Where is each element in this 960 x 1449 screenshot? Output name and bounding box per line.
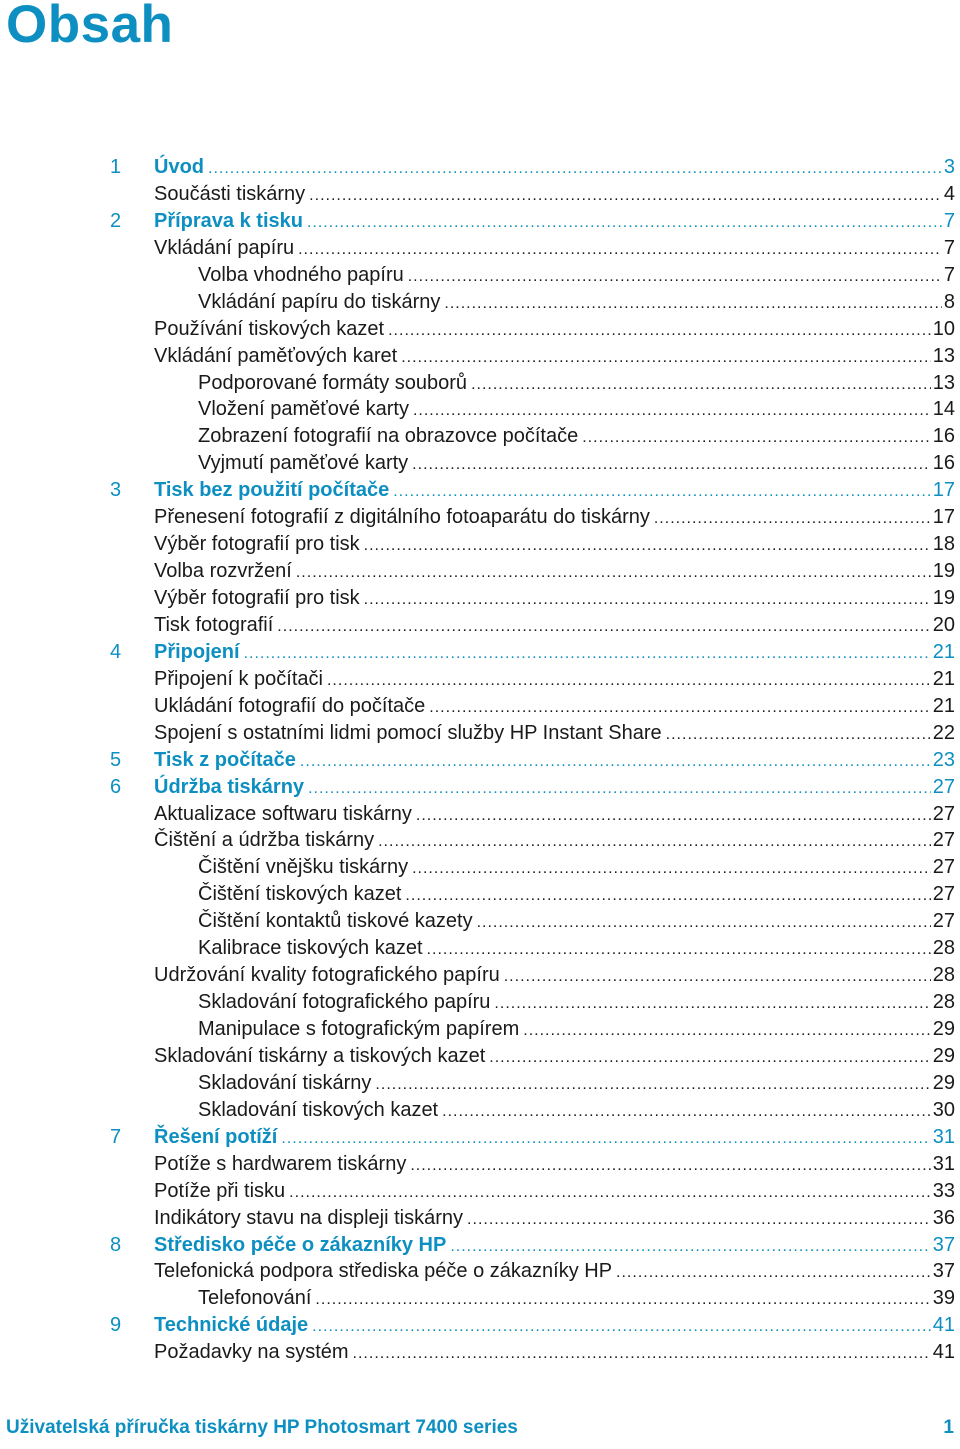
dot-leader	[393, 479, 931, 506]
toc-entry[interactable]	[0, 801, 960, 828]
toc-page-number: 30	[932, 1098, 955, 1121]
toc-entry-label: Čištění vnějšku tiskárny	[198, 856, 409, 879]
footer-text: Uživatelská příručka tiskárny HP Photosmart 7400 series	[6, 1417, 518, 1438]
toc-entry[interactable]	[0, 558, 960, 585]
dot-leader	[364, 587, 931, 614]
dot-leader	[442, 1099, 931, 1126]
toc-chapter-entry[interactable]	[0, 208, 960, 235]
dot-leader	[429, 695, 930, 722]
toc-entry-line	[154, 1312, 955, 1341]
dot-leader	[364, 533, 931, 560]
toc-entry-line	[154, 585, 955, 614]
toc-page-number: 18	[932, 533, 955, 556]
dot-leader	[298, 237, 942, 264]
dot-leader	[416, 803, 931, 830]
page-footer	[6, 1417, 954, 1439]
toc-entry[interactable]	[0, 316, 960, 343]
toc-page-number: 27	[932, 883, 955, 906]
dot-leader	[277, 614, 930, 641]
toc-entry-line	[198, 1097, 955, 1126]
toc-entry-line	[154, 693, 955, 722]
dot-leader	[244, 641, 931, 668]
toc-entry-label: Součásti tiskárny	[154, 182, 306, 205]
dot-leader	[494, 991, 930, 1018]
toc-page-number: 13	[932, 344, 955, 367]
toc-page-number: 8	[943, 290, 955, 313]
toc-page-number: 17	[932, 479, 955, 502]
toc-chapter-entry[interactable]	[0, 154, 960, 181]
dot-leader	[296, 560, 931, 587]
dot-leader	[523, 1018, 931, 1045]
chapter-number: 7	[110, 1125, 122, 1148]
toc-entry-line	[154, 801, 955, 830]
toc-entry[interactable]	[0, 612, 960, 639]
page-title: Obsah	[6, 0, 174, 54]
toc-page-number: 29	[932, 1018, 955, 1040]
toc-entry[interactable]	[0, 881, 960, 908]
toc-entry[interactable]	[0, 1016, 960, 1043]
toc-page-number: 33	[932, 1179, 955, 1202]
toc-page-number: 7	[943, 263, 955, 286]
toc-entry-label: Volba rozvržení	[154, 560, 292, 583]
toc-entry-label: Vyjmutí paměťové karty	[198, 452, 409, 475]
toc-entry[interactable]	[0, 450, 960, 477]
toc-entry-line	[154, 1124, 955, 1153]
dot-leader	[308, 776, 931, 803]
toc-entry[interactable]	[0, 693, 960, 720]
toc-entry-line	[154, 962, 955, 991]
toc-page-number: 22	[932, 721, 955, 744]
toc-page-number: 4	[943, 182, 955, 205]
toc-entry-label: Čištění tiskových kazet	[198, 883, 402, 906]
chapter-number: 9	[110, 1314, 122, 1337]
toc-entry-line	[154, 827, 955, 856]
dot-leader	[408, 264, 942, 291]
toc-entry-line	[154, 235, 955, 264]
toc-entry[interactable]	[0, 1205, 960, 1232]
toc-entry-label: Telefonická podpora střediska péče o zákazníky HP	[154, 1260, 613, 1283]
toc-page-number: 19	[932, 560, 955, 583]
toc-entry-line	[154, 1339, 955, 1368]
toc-entry-line	[154, 1043, 955, 1072]
dot-leader	[412, 856, 931, 883]
dot-leader	[412, 452, 931, 479]
toc-entry-label: Kalibrace tiskových kazet	[198, 937, 423, 960]
toc-entry[interactable]	[0, 423, 960, 450]
dot-leader	[471, 372, 931, 399]
toc-entry[interactable]	[0, 720, 960, 747]
toc-entry-line	[154, 774, 955, 803]
toc-entry-line	[154, 1258, 955, 1287]
chapter-number: 4	[110, 640, 122, 663]
toc-entry[interactable]	[0, 289, 960, 316]
toc-page-number: 27	[932, 910, 955, 933]
toc-entry[interactable]	[0, 370, 960, 397]
toc-entry-label: Technické údaje	[154, 1314, 309, 1337]
dot-leader	[289, 1180, 931, 1207]
chapter-number: 2	[110, 209, 122, 232]
toc-entry[interactable]	[0, 343, 960, 370]
toc-entry-line	[154, 208, 955, 237]
toc-entry-label: Čištění kontaktů tiskové kazety	[198, 910, 473, 933]
toc-page-number: 41	[932, 1341, 955, 1364]
toc-entry-label: Tisk z počítače	[154, 748, 296, 771]
toc-entry-line	[154, 1178, 955, 1207]
dot-leader	[410, 1153, 930, 1180]
toc-entry-label: Aktualizace softwaru tiskárny	[154, 802, 412, 825]
dot-leader	[582, 425, 931, 452]
toc-page-number: 21	[932, 640, 955, 663]
toc-entry-label: Ukládání fotografií do počítače	[154, 694, 426, 717]
toc-entry-line	[198, 396, 955, 425]
toc-entry-label: Výběr fotografií pro tisk	[154, 533, 360, 556]
toc-page-number: 28	[932, 964, 955, 987]
dot-leader	[401, 345, 931, 372]
toc-page-number: 20	[932, 613, 955, 636]
toc-page-number: 13	[932, 371, 955, 394]
toc-page-number: 16	[932, 425, 955, 448]
dot-leader	[654, 506, 931, 533]
toc-entry-label: Vkládání papíru do tiskárny	[198, 290, 441, 313]
dot-leader	[281, 1126, 930, 1153]
toc-chapter-entry[interactable]	[0, 639, 960, 666]
toc-entry-line	[198, 1285, 955, 1314]
toc-entry-line	[198, 450, 955, 479]
toc-entry-line	[154, 639, 955, 668]
toc-page-number: 27	[932, 775, 955, 798]
chapter-number: 8	[110, 1233, 122, 1256]
toc-entry-line	[198, 935, 955, 964]
toc-entry-label: Připojení	[154, 640, 240, 663]
toc-page-number: 27	[932, 802, 955, 825]
toc-entry-line	[154, 612, 955, 641]
toc-entry-line	[154, 343, 955, 372]
toc-entry[interactable]	[0, 666, 960, 693]
toc-chapter-entry[interactable]	[0, 747, 960, 774]
toc-page-number: 19	[932, 587, 955, 609]
toc-chapter-entry[interactable]	[0, 1312, 960, 1339]
dot-leader	[477, 910, 931, 937]
toc-entry-label: Používání tiskových kazet	[154, 317, 385, 340]
toc-page-number: 31	[932, 1152, 955, 1175]
toc-page-number: 16	[932, 452, 955, 475]
dot-leader	[378, 829, 931, 856]
toc-entry[interactable]	[0, 181, 960, 208]
dot-leader	[467, 1207, 931, 1234]
dot-leader	[444, 291, 942, 318]
toc-entry-label: Úvod	[154, 156, 204, 178]
toc-page-number: 36	[932, 1206, 955, 1229]
toc-entry-label: Indikátory stavu na displeji tiskárny	[154, 1206, 464, 1229]
dot-leader	[208, 156, 942, 183]
toc-entry-line	[154, 504, 955, 533]
toc-entry[interactable]	[0, 262, 960, 289]
toc-page-number: 31	[932, 1125, 955, 1148]
toc-entry-label: Čištění a údržba tiskárny	[154, 829, 375, 852]
toc-entry[interactable]	[0, 1178, 960, 1205]
toc-page-number: 37	[932, 1260, 955, 1283]
toc-entry[interactable]	[0, 504, 960, 531]
toc-entry-line	[154, 666, 955, 695]
toc-page-number: 41	[932, 1314, 955, 1337]
toc-entry[interactable]	[0, 585, 960, 612]
toc-entry-label: Řešení potíží	[154, 1125, 278, 1148]
toc-entry-line	[198, 1070, 955, 1099]
dot-leader	[300, 749, 931, 776]
toc-entry[interactable]	[0, 962, 960, 989]
toc-entry[interactable]	[0, 531, 960, 558]
dot-leader	[504, 964, 931, 991]
toc-entry-line	[198, 854, 955, 883]
toc-entry-line	[154, 1151, 955, 1180]
toc-entry-line	[198, 881, 955, 910]
dot-leader	[307, 210, 942, 237]
toc-page-number: 39	[932, 1287, 955, 1310]
chapter-number: 3	[110, 479, 122, 502]
toc-entry-label: Údržba tiskárny	[154, 775, 305, 798]
toc-entry[interactable]	[0, 235, 960, 262]
toc-entry-label: Tisk bez použití počítače	[154, 479, 390, 502]
dot-leader	[327, 668, 931, 695]
footer-page-number: 1	[943, 1417, 954, 1438]
toc-page-number: 7	[943, 236, 955, 259]
chapter-number: 5	[110, 748, 122, 771]
toc-page-number: 7	[943, 209, 955, 232]
dot-leader	[427, 937, 931, 964]
toc-entry-label: Podporované formáty souborů	[198, 371, 468, 394]
toc-page-number: 28	[932, 991, 955, 1014]
toc-entry-line	[198, 289, 955, 318]
toc-entry[interactable]	[0, 1043, 960, 1070]
toc-entry[interactable]	[0, 1285, 960, 1312]
toc-entry-line	[198, 1016, 955, 1045]
toc-entry-label: Udržování kvality fotografického papíru	[154, 964, 500, 987]
toc-chapter-entry[interactable]	[0, 1124, 960, 1151]
dot-leader	[616, 1260, 931, 1287]
toc-entry-label: Skladování tiskárny a tiskových kazet	[154, 1044, 486, 1067]
toc-entry[interactable]	[0, 396, 960, 423]
toc-entry[interactable]	[0, 1339, 960, 1366]
toc-entry-line	[198, 262, 955, 291]
toc-page-number: 10	[932, 317, 955, 340]
toc-entry-label: Tisk fotografií	[154, 613, 274, 636]
toc-entry-label: Připojení k počítači	[154, 667, 323, 690]
toc-page-number: 23	[932, 748, 955, 771]
chapter-number: 1	[110, 156, 122, 178]
dot-leader	[450, 1234, 930, 1261]
toc-page-number: 37	[932, 1233, 955, 1256]
toc-page-number: 28	[932, 937, 955, 960]
toc-entry-line	[154, 531, 955, 560]
dot-leader	[315, 1287, 930, 1314]
dot-leader	[312, 1314, 931, 1341]
toc-entry-label: Požadavky na systém	[154, 1341, 349, 1364]
toc-entry-line	[154, 181, 955, 210]
toc-entry-label: Přenesení fotografií z digitálního fotoaparátu do tiskárny	[154, 506, 650, 529]
toc-entry[interactable]	[0, 854, 960, 881]
toc-chapter-entry[interactable]	[0, 1232, 960, 1259]
toc-entry[interactable]	[0, 1070, 960, 1097]
toc-entry-label: Skladování fotografického papíru	[198, 991, 491, 1014]
dot-leader	[413, 398, 931, 425]
toc-entry[interactable]	[0, 989, 960, 1016]
toc-entry-line	[198, 989, 955, 1018]
toc-entry-line	[154, 747, 955, 776]
toc-entry-label: Skladování tiskových kazet	[198, 1098, 439, 1121]
toc-entry-line	[154, 477, 955, 506]
toc-entry[interactable]	[0, 1097, 960, 1124]
toc-entry[interactable]	[0, 908, 960, 935]
dot-leader	[309, 183, 942, 210]
toc-entry-label: Potíže s hardwarem tiskárny	[154, 1152, 407, 1175]
toc-page-number: 29	[932, 1071, 955, 1094]
table-of-contents	[0, 154, 960, 1366]
toc-entry[interactable]	[0, 935, 960, 962]
toc-entry-label: Vkládání papíru	[154, 236, 295, 259]
toc-entry-label: Zobrazení fotografií na obrazovce počítače	[198, 425, 579, 448]
toc-page-number: 14	[932, 398, 955, 421]
toc-entry-label: Výběr fotografií pro tisk	[154, 587, 360, 609]
toc-page-number: 29	[932, 1044, 955, 1067]
toc-chapter-entry[interactable]	[0, 774, 960, 801]
toc-entry-line	[198, 908, 955, 937]
toc-entry-line	[198, 370, 955, 399]
toc-entry-line	[154, 558, 955, 587]
toc-page-number: 21	[932, 667, 955, 690]
toc-page-number: 27	[932, 856, 955, 879]
toc-entry[interactable]	[0, 1151, 960, 1178]
toc-entry-label: Manipulace s fotografickým papírem	[198, 1018, 520, 1040]
toc-entry-label: Vložení paměťové karty	[198, 398, 409, 421]
dot-leader	[405, 883, 930, 910]
dot-leader	[388, 318, 931, 345]
toc-entry-line	[154, 154, 955, 183]
toc-entry-label: Vkládání paměťových karet	[154, 344, 398, 367]
toc-chapter-entry[interactable]	[0, 477, 960, 504]
toc-entry-label: Spojení s ostatními lidmi pomocí služby HP Instant Share	[154, 721, 662, 744]
toc-entry-line	[198, 423, 955, 452]
toc-entry-label: Potíže při tisku	[154, 1179, 286, 1202]
dot-leader	[489, 1045, 930, 1072]
toc-entry-line	[154, 1205, 955, 1234]
toc-page-number: 17	[932, 506, 955, 529]
toc-entry-line	[154, 720, 955, 749]
dot-leader	[375, 1072, 930, 1099]
chapter-number: 6	[110, 775, 122, 798]
toc-page-number: 27	[932, 829, 955, 852]
dot-leader	[353, 1341, 931, 1368]
toc-entry-label: Skladování tiskárny	[198, 1071, 372, 1094]
toc-entry-line	[154, 316, 955, 345]
toc-entry-label: Telefonování	[198, 1287, 312, 1310]
toc-page-number: 3	[943, 156, 955, 178]
toc-entry-label: Příprava k tisku	[154, 209, 303, 232]
toc-entry-line	[154, 1232, 955, 1261]
toc-entry-label: Středisko péče o zákazníky HP	[154, 1233, 447, 1256]
dot-leader	[666, 722, 931, 749]
toc-entry[interactable]	[0, 1258, 960, 1285]
toc-entry-label: Volba vhodného papíru	[198, 263, 404, 286]
toc-entry[interactable]	[0, 827, 960, 854]
toc-page-number: 21	[932, 694, 955, 717]
